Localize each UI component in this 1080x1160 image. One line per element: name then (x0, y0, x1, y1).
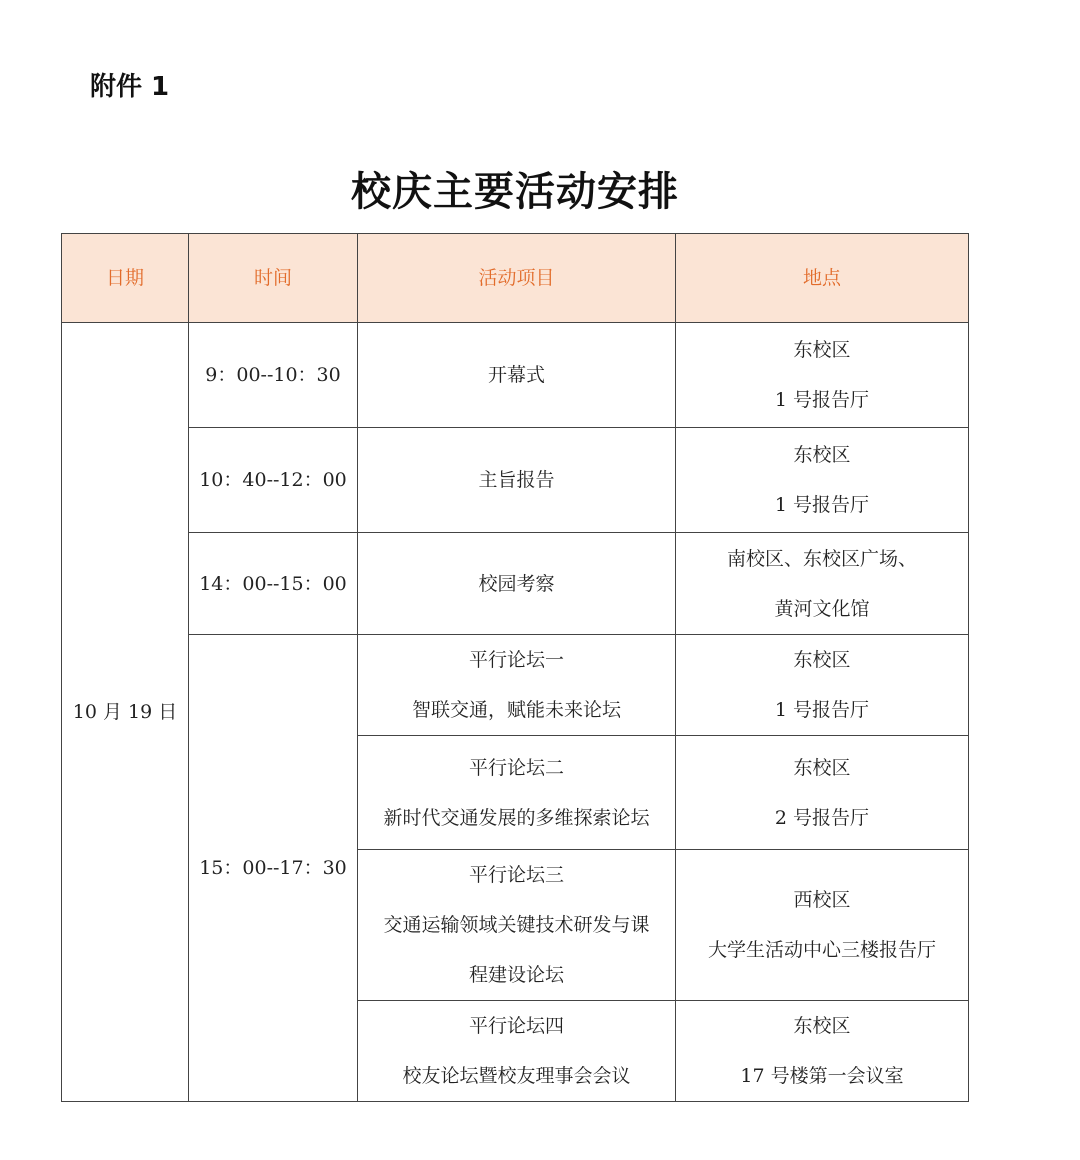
location-line: 东校区 (793, 1015, 851, 1037)
time-cell: 9：00--10：30 (189, 323, 358, 428)
attachment-label: 附件 1 (90, 72, 170, 102)
table-row (62, 428, 969, 533)
time-cell: 15：00--17：30 (189, 635, 358, 1102)
activity-cell (358, 850, 676, 1001)
activity-line: 智联交通，赋能未来论坛 (411, 699, 621, 721)
location-cell (676, 1001, 969, 1102)
location-line: 1 号报告厅 (774, 389, 870, 411)
location-cell (676, 736, 969, 850)
header-date: 日期 (62, 234, 189, 323)
header-activity: 活动项目 (358, 234, 676, 323)
location-cell (676, 533, 969, 635)
activity-line: 平行论坛一 (468, 649, 564, 671)
location-line: 西校区 (793, 889, 851, 911)
location-line: 东校区 (793, 339, 851, 361)
activity-line: 程建设论坛 (468, 964, 564, 986)
location-line: 1 号报告厅 (774, 699, 870, 721)
activity-line: 校友论坛暨校友理事会会议 (402, 1065, 631, 1087)
location-cell (676, 323, 969, 428)
activity-cell (358, 323, 676, 428)
location-line: 东校区 (793, 756, 851, 779)
activity-line: 平行论坛四 (468, 1015, 564, 1037)
activity-cell (358, 635, 676, 736)
document-title: 校庆主要活动安排 (351, 168, 679, 215)
location-line: 大学生活动中心三楼报告厅 (707, 939, 936, 961)
header-location: 地点 (676, 234, 969, 323)
table-row (62, 635, 969, 736)
time-cell: 14：00--15：00 (189, 533, 358, 635)
location-line: 17 号楼第一会议室 (740, 1065, 904, 1087)
table-row (62, 533, 969, 635)
header-row (62, 234, 969, 323)
location-line: 东校区 (793, 649, 851, 671)
location-cell (676, 635, 969, 736)
location-cell (676, 850, 969, 1001)
activity-line: 平行论坛三 (468, 864, 564, 886)
activity-line: 平行论坛二 (468, 756, 564, 779)
location-cell (676, 428, 969, 533)
location-line: 南校区、东校区广场、 (726, 547, 917, 570)
location-line: 黄河文化馆 (774, 597, 870, 620)
activity-line: 新时代交通发展的多维探索论坛 (383, 806, 650, 829)
date-cell: 10 月 19 日 (62, 323, 189, 1102)
activity-cell (358, 428, 676, 533)
activity-cell (358, 533, 676, 635)
activity-line: 交通运输领域关键技术研发与课 (383, 914, 650, 936)
location-line: 2 号报告厅 (774, 806, 870, 829)
schedule-table (61, 233, 969, 1102)
header-time: 时间 (189, 234, 358, 323)
activity-line: 主旨报告 (478, 469, 555, 491)
activity-line: 校园考察 (478, 572, 555, 595)
activity-cell (358, 1001, 676, 1102)
activity-line: 开幕式 (487, 364, 545, 386)
location-line: 1 号报告厅 (774, 494, 870, 516)
activity-cell (358, 736, 676, 850)
table-row (62, 323, 969, 428)
location-line: 东校区 (793, 444, 851, 466)
time-cell: 10：40--12：00 (189, 428, 358, 533)
